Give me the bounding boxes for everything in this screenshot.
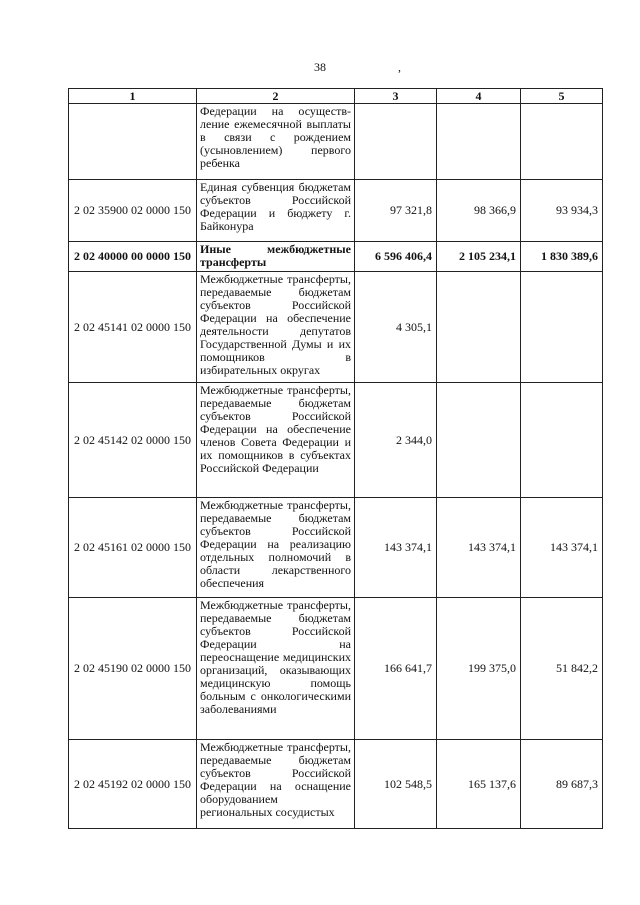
value-cell-col5: 93 934,3 bbox=[521, 180, 603, 242]
code-cell: 2 02 45192 02 0000 150 bbox=[69, 740, 197, 829]
code-cell: 2 02 40000 00 0000 150 bbox=[69, 242, 197, 272]
value-cell-col5 bbox=[521, 104, 603, 180]
table-body bbox=[69, 104, 603, 829]
value-cell-col3: 97 321,8 bbox=[355, 180, 437, 242]
header-col-5: 5 bbox=[521, 89, 603, 104]
value-cell-col5 bbox=[521, 272, 603, 383]
table-row bbox=[69, 498, 603, 598]
name-cell: Межбюджетные трансферты, передаваемые бюджетам субъектов Российской Федерации на реализацию отдельных полномочий в области лекарственного обеспечения bbox=[197, 498, 355, 598]
header-col-3: 3 bbox=[355, 89, 437, 104]
name-cell: Федерации на осуществ-ление ежемесячной выплаты в связи с рождением (усыновлением) первого ребенка bbox=[197, 104, 355, 180]
code-cell: 2 02 45161 02 0000 150 bbox=[69, 498, 197, 598]
table-row bbox=[69, 598, 603, 740]
value-cell-col5: 143 374,1 bbox=[521, 498, 603, 598]
code-cell: 2 02 45142 02 0000 150 bbox=[69, 383, 197, 498]
value-cell-col4: 199 375,0 bbox=[437, 598, 521, 740]
value-cell-col3: 6 596 406,4 bbox=[355, 242, 437, 272]
value-cell-col4: 165 137,6 bbox=[437, 740, 521, 829]
budget-table bbox=[68, 88, 603, 829]
code-cell bbox=[69, 104, 197, 180]
value-cell-col3: 102 548,5 bbox=[355, 740, 437, 829]
value-cell-col4: 143 374,1 bbox=[437, 498, 521, 598]
name-cell: Иные межбюджетные трансферты bbox=[197, 242, 355, 272]
name-cell: Межбюджетные трансферты, передаваемые бюджетам субъектов Российской Федерации на переоснащение медицинских организаций, оказывающих медицинскую помощь больным с онкологическими заболеваниями bbox=[197, 598, 355, 740]
value-cell-col3 bbox=[355, 104, 437, 180]
value-cell-col3: 166 641,7 bbox=[355, 598, 437, 740]
value-cell-col4 bbox=[437, 104, 521, 180]
name-cell: Межбюджетные трансферты, передаваемые бюджетам субъектов Российской Федерации на обеспечение деятельности депутатов Государственной Думы и их помощников в избирательных округах bbox=[197, 272, 355, 383]
value-cell-col4: 98 366,9 bbox=[437, 180, 521, 242]
value-cell-col3: 4 305,1 bbox=[355, 272, 437, 383]
header-col-4: 4 bbox=[437, 89, 521, 104]
stray-mark: , bbox=[398, 60, 401, 74]
value-cell-col3: 2 344,0 bbox=[355, 383, 437, 498]
value-cell-col5: 89 687,3 bbox=[521, 740, 603, 829]
name-cell: Единая субвенция бюджетам субъектов Российской Федерации и бюджету г. Байконура bbox=[197, 180, 355, 242]
code-cell: 2 02 35900 02 0000 150 bbox=[69, 180, 197, 242]
name-cell: Межбюджетные трансферты, передаваемые бюджетам субъектов Российской Федерации на оснащение оборудованием региональных сосудистых bbox=[197, 740, 355, 829]
page-number: 38 bbox=[314, 60, 326, 74]
header-col-1: 1 bbox=[69, 89, 197, 104]
value-cell-col4 bbox=[437, 272, 521, 383]
table-row bbox=[69, 104, 603, 180]
table-header-row bbox=[69, 89, 603, 104]
table-row bbox=[69, 740, 603, 829]
table-row bbox=[69, 272, 603, 383]
name-cell: Межбюджетные трансферты, передаваемые бюджетам субъектов Российской Федерации на обеспечение членов Совета Федерации и их помощников в субъектах Российской Федерации bbox=[197, 383, 355, 498]
value-cell-col5: 1 830 389,6 bbox=[521, 242, 603, 272]
value-cell-col4: 2 105 234,1 bbox=[437, 242, 521, 272]
table-row bbox=[69, 383, 603, 498]
value-cell-col3: 143 374,1 bbox=[355, 498, 437, 598]
value-cell-col5: 51 842,2 bbox=[521, 598, 603, 740]
value-cell-col4 bbox=[437, 383, 521, 498]
value-cell-col5 bbox=[521, 383, 603, 498]
header-col-2: 2 bbox=[197, 89, 355, 104]
table-row bbox=[69, 242, 603, 272]
table-row bbox=[69, 180, 603, 242]
code-cell: 2 02 45190 02 0000 150 bbox=[69, 598, 197, 740]
code-cell: 2 02 45141 02 0000 150 bbox=[69, 272, 197, 383]
